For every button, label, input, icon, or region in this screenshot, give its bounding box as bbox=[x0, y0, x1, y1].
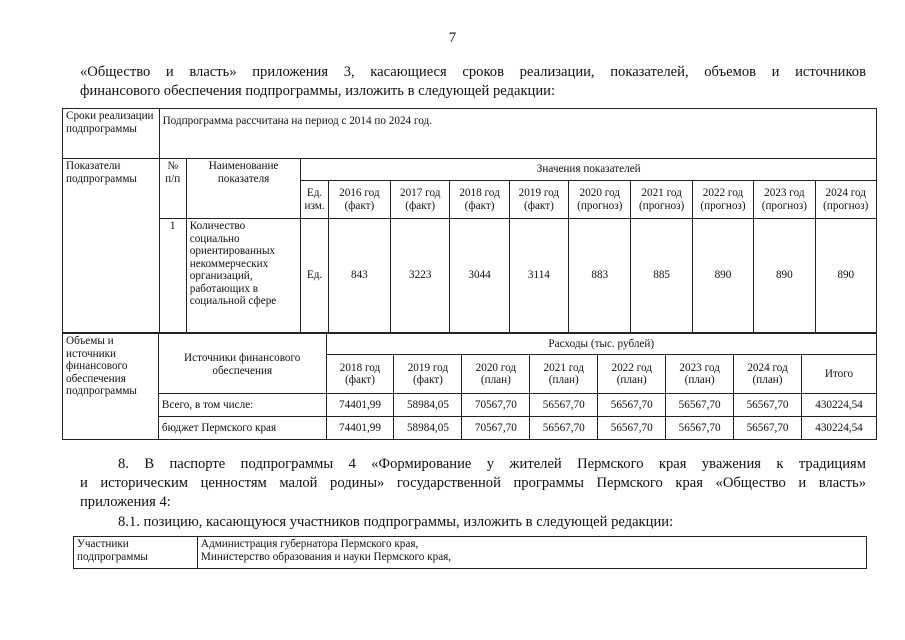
finance-year-header: 2024 год (план) bbox=[734, 355, 802, 394]
indicator-value: 843 bbox=[328, 219, 390, 333]
intro-line-1: «Общество и власть» приложения 3, касающиеся сроков реализации, показателей, объемов и источников bbox=[80, 64, 866, 80]
participant-line: Администрация губернатора Пермского края, bbox=[200, 538, 419, 550]
participants-table bbox=[73, 536, 867, 569]
intro-paragraph bbox=[80, 63, 866, 101]
finance-label: Объемы и источники финансового обеспечения подпрограммы bbox=[63, 334, 159, 440]
year-header: 2018 год (факт) bbox=[450, 181, 509, 219]
participants-list bbox=[197, 537, 866, 569]
subprogram-passport-table bbox=[62, 108, 877, 333]
unit-header: Ед. изм. bbox=[301, 181, 328, 219]
finance-value: 56567,70 bbox=[666, 417, 734, 440]
finance-value: 58984,05 bbox=[394, 394, 462, 417]
finance-year-header: 2018 год (факт) bbox=[326, 355, 394, 394]
paragraph-8-1: 8.1. позицию, касающуюся участников подпрограммы, изложить в следующей редакции: bbox=[118, 514, 674, 530]
indicator-value: 890 bbox=[815, 219, 876, 333]
indicator-value: 885 bbox=[631, 219, 692, 333]
finance-year-header: 2023 год (план) bbox=[666, 355, 734, 394]
year-header: 2019 год (факт) bbox=[509, 181, 568, 219]
sources-header: Источники финансового обеспечения bbox=[158, 334, 326, 394]
year-header: 2016 год (факт) bbox=[328, 181, 390, 219]
intro-line-2: финансового обеспечения подпрограммы, изложить в следующей редакции: bbox=[80, 83, 556, 99]
para8-line-1: 8. В паспорте подпрограммы 4 «Формирование у жителей Пермского края уважения к традициям bbox=[118, 456, 866, 472]
total-header: Итого bbox=[802, 355, 877, 394]
finance-value: 56567,70 bbox=[530, 417, 598, 440]
indicator-value: 3044 bbox=[450, 219, 509, 333]
year-header: 2020 год (прогноз) bbox=[569, 181, 631, 219]
finance-year-header: 2020 год (план) bbox=[462, 355, 530, 394]
finance-value: 56567,70 bbox=[734, 417, 802, 440]
finance-value: 56567,70 bbox=[598, 394, 666, 417]
participant-line: Министерство образования и науки Пермского края, bbox=[200, 550, 452, 563]
finance-value: 56567,70 bbox=[734, 394, 802, 417]
year-header: 2024 год (прогноз) bbox=[815, 181, 876, 219]
indicator-num: 1 bbox=[159, 219, 186, 333]
finance-value: 56567,70 bbox=[530, 394, 598, 417]
year-header: 2023 год (прогноз) bbox=[754, 181, 815, 219]
page-number: 7 bbox=[448, 30, 457, 46]
para8-line-2: и историческим ценностям малой родины» государственной программы Пермского края «Общество и власть» bbox=[80, 475, 866, 491]
indicator-value: 3223 bbox=[391, 219, 450, 333]
finance-row-label: бюджет Пермского края bbox=[158, 417, 326, 440]
expenses-header: Расходы (тыс. рублей) bbox=[326, 334, 876, 355]
finance-value: 56567,70 bbox=[598, 417, 666, 440]
finance-value: 70567,70 bbox=[462, 417, 530, 440]
finance-year-header: 2022 год (план) bbox=[598, 355, 666, 394]
year-header: 2021 год (прогноз) bbox=[631, 181, 692, 219]
sroki-text: Подпрограмма рассчитана на период с 2014 по 2024 год. bbox=[159, 109, 876, 159]
finance-table bbox=[62, 333, 877, 440]
finance-row-label: Всего, в том числе: bbox=[158, 394, 326, 417]
indicator-value: 890 bbox=[754, 219, 815, 333]
finance-value: 58984,05 bbox=[394, 417, 462, 440]
finance-value: 74401,99 bbox=[326, 394, 394, 417]
finance-year-header: 2019 год (факт) bbox=[394, 355, 462, 394]
sroki-label: Сроки реализации подпрограммы bbox=[63, 109, 160, 159]
name-header: Наименование показателя bbox=[186, 159, 301, 219]
indicator-value: 3114 bbox=[509, 219, 568, 333]
indicator-value: 890 bbox=[692, 219, 753, 333]
participants-label: Участники подпрограммы bbox=[74, 537, 198, 569]
para8-line-3: приложения 4: bbox=[80, 494, 171, 510]
year-header: 2017 год (факт) bbox=[391, 181, 450, 219]
indicator-unit: Ед. bbox=[301, 219, 328, 333]
num-header: № п/п bbox=[159, 159, 186, 219]
pokazateli-label: Показатели подпрограммы bbox=[63, 159, 160, 333]
finance-value: 74401,99 bbox=[326, 417, 394, 440]
finance-value: 70567,70 bbox=[462, 394, 530, 417]
finance-value: 430224,54 bbox=[802, 394, 877, 417]
paragraph-8 bbox=[80, 455, 866, 512]
indicator-value: 883 bbox=[569, 219, 631, 333]
finance-year-header: 2021 год (план) bbox=[530, 355, 598, 394]
year-header: 2022 год (прогноз) bbox=[692, 181, 753, 219]
indicator-name: Количество социально ориентированных некоммерческих организаций, работающих в социальной сфере bbox=[186, 219, 301, 333]
finance-value: 430224,54 bbox=[802, 417, 877, 440]
finance-value: 56567,70 bbox=[666, 394, 734, 417]
values-header: Значения показателей bbox=[301, 159, 877, 181]
